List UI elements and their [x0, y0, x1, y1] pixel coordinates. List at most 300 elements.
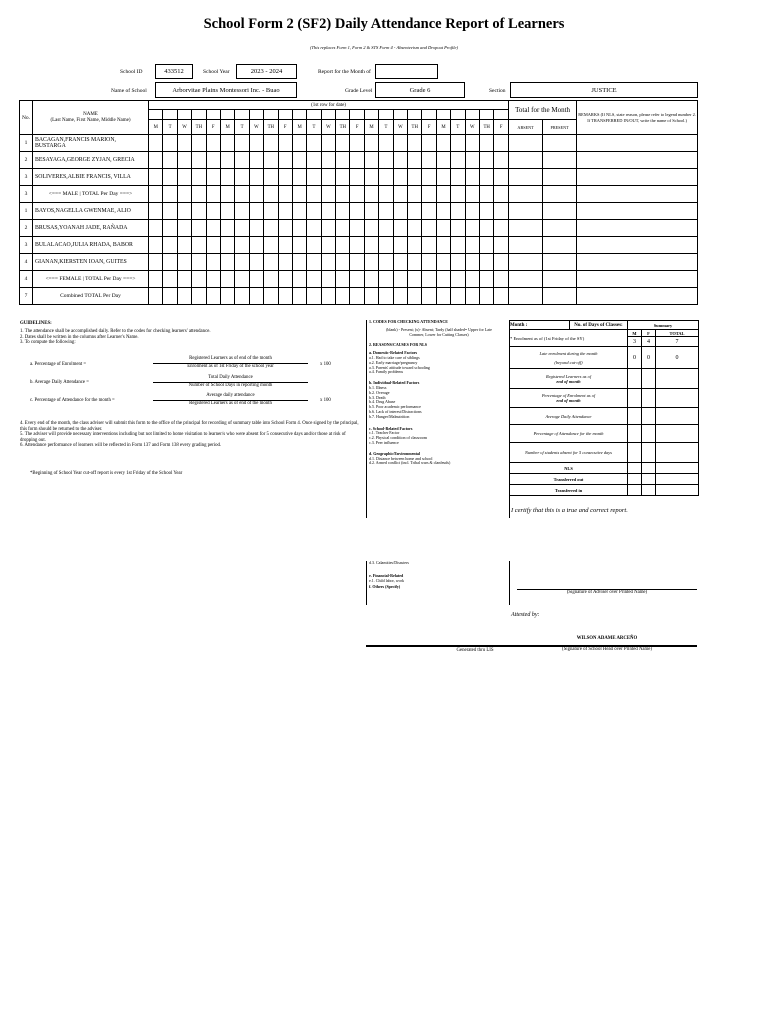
attendance-cell[interactable]	[436, 152, 450, 169]
attendance-cell[interactable]	[451, 237, 465, 254]
attendance-cell[interactable]	[379, 237, 393, 254]
attendance-cell[interactable]	[465, 203, 479, 220]
attendance-cell[interactable]	[292, 186, 306, 203]
attendance-cell[interactable]	[336, 152, 350, 169]
attendance-cell[interactable]	[321, 135, 335, 152]
attendance-cell[interactable]	[479, 220, 493, 237]
attendance-cell[interactable]	[149, 220, 163, 237]
attendance-cell[interactable]	[163, 135, 177, 152]
attendance-cell[interactable]	[436, 271, 450, 288]
attendance-cell[interactable]	[479, 203, 493, 220]
attendance-cell[interactable]	[149, 288, 163, 305]
attendance-cell[interactable]	[321, 237, 335, 254]
attendance-cell[interactable]	[494, 169, 509, 186]
attendance-cell[interactable]	[364, 186, 378, 203]
attendance-cell[interactable]	[177, 186, 191, 203]
attendance-cell[interactable]	[177, 152, 191, 169]
attendance-cell[interactable]	[494, 271, 509, 288]
attendance-cell[interactable]	[192, 237, 206, 254]
attendance-cell[interactable]	[436, 169, 450, 186]
absent-cell[interactable]	[509, 203, 543, 220]
attendance-cell[interactable]	[436, 220, 450, 237]
attendance-cell[interactable]	[249, 220, 263, 237]
attendance-cell[interactable]	[494, 220, 509, 237]
attendance-cell[interactable]	[494, 152, 509, 169]
attendance-cell[interactable]	[278, 186, 292, 203]
attendance-cell[interactable]	[408, 186, 422, 203]
attendance-cell[interactable]	[192, 152, 206, 169]
attendance-cell[interactable]	[465, 237, 479, 254]
attendance-cell[interactable]	[422, 288, 436, 305]
attendance-cell[interactable]	[249, 203, 263, 220]
date-cell[interactable]	[149, 110, 163, 120]
attendance-cell[interactable]	[336, 237, 350, 254]
attendance-cell[interactable]	[350, 203, 364, 220]
attendance-cell[interactable]	[494, 203, 509, 220]
attendance-cell[interactable]	[206, 135, 220, 152]
attendance-cell[interactable]	[307, 220, 321, 237]
attendance-cell[interactable]	[278, 152, 292, 169]
attendance-cell[interactable]	[393, 203, 407, 220]
date-cell[interactable]	[350, 110, 364, 120]
attendance-cell[interactable]	[451, 271, 465, 288]
absent-cell[interactable]	[509, 288, 543, 305]
date-cell[interactable]	[436, 110, 450, 120]
attendance-cell[interactable]	[321, 169, 335, 186]
attendance-cell[interactable]	[479, 271, 493, 288]
attendance-cell[interactable]	[436, 237, 450, 254]
attendance-cell[interactable]	[177, 220, 191, 237]
attendance-cell[interactable]	[465, 288, 479, 305]
attendance-cell[interactable]	[451, 220, 465, 237]
absent-cell[interactable]	[509, 271, 543, 288]
attendance-cell[interactable]	[220, 203, 234, 220]
present-cell[interactable]	[543, 220, 577, 237]
attendance-cell[interactable]	[465, 152, 479, 169]
attendance-cell[interactable]	[321, 288, 335, 305]
attendance-cell[interactable]	[451, 169, 465, 186]
attendance-cell[interactable]	[249, 152, 263, 169]
attendance-cell[interactable]	[264, 271, 278, 288]
date-cell[interactable]	[249, 110, 263, 120]
attendance-cell[interactable]	[336, 288, 350, 305]
date-cell[interactable]	[465, 110, 479, 120]
attendance-cell[interactable]	[436, 135, 450, 152]
remarks-cell[interactable]	[577, 271, 698, 288]
attendance-cell[interactable]	[336, 203, 350, 220]
attendance-cell[interactable]	[264, 135, 278, 152]
attendance-cell[interactable]	[336, 135, 350, 152]
attendance-cell[interactable]	[379, 271, 393, 288]
date-cell[interactable]	[364, 110, 378, 120]
date-cell[interactable]	[307, 110, 321, 120]
attendance-cell[interactable]	[220, 237, 234, 254]
attendance-cell[interactable]	[192, 186, 206, 203]
attendance-cell[interactable]	[307, 288, 321, 305]
attendance-cell[interactable]	[307, 271, 321, 288]
attendance-cell[interactable]	[436, 203, 450, 220]
absent-cell[interactable]	[509, 220, 543, 237]
attendance-cell[interactable]	[192, 220, 206, 237]
attendance-cell[interactable]	[336, 271, 350, 288]
absent-cell[interactable]	[509, 254, 543, 271]
attendance-cell[interactable]	[393, 271, 407, 288]
date-cell[interactable]	[278, 110, 292, 120]
attendance-cell[interactable]	[321, 271, 335, 288]
attendance-cell[interactable]	[206, 271, 220, 288]
attendance-cell[interactable]	[163, 254, 177, 271]
remarks-cell[interactable]	[577, 288, 698, 305]
attendance-cell[interactable]	[393, 135, 407, 152]
attendance-cell[interactable]	[364, 152, 378, 169]
attendance-cell[interactable]	[206, 237, 220, 254]
attendance-cell[interactable]	[235, 135, 249, 152]
attendance-cell[interactable]	[465, 186, 479, 203]
attendance-cell[interactable]	[249, 135, 263, 152]
attendance-cell[interactable]	[264, 254, 278, 271]
attendance-cell[interactable]	[220, 186, 234, 203]
attendance-cell[interactable]	[379, 152, 393, 169]
date-cell[interactable]	[235, 110, 249, 120]
attendance-cell[interactable]	[278, 288, 292, 305]
attendance-cell[interactable]	[408, 271, 422, 288]
attendance-cell[interactable]	[292, 288, 306, 305]
date-cell[interactable]	[494, 110, 509, 120]
attendance-cell[interactable]	[364, 220, 378, 237]
section-field[interactable]: JUSTICE	[510, 82, 698, 98]
attendance-cell[interactable]	[149, 186, 163, 203]
present-cell[interactable]	[543, 152, 577, 169]
remarks-cell[interactable]	[577, 220, 698, 237]
attendance-cell[interactable]	[292, 271, 306, 288]
school-year-field[interactable]: 2023 - 2024	[236, 64, 297, 79]
date-cell[interactable]	[192, 110, 206, 120]
attendance-cell[interactable]	[206, 152, 220, 169]
attendance-cell[interactable]	[465, 169, 479, 186]
attendance-cell[interactable]	[393, 169, 407, 186]
attendance-cell[interactable]	[350, 254, 364, 271]
attendance-cell[interactable]	[494, 288, 509, 305]
absent-cell[interactable]	[509, 237, 543, 254]
attendance-cell[interactable]	[393, 288, 407, 305]
attendance-cell[interactable]	[235, 186, 249, 203]
attendance-cell[interactable]	[307, 254, 321, 271]
attendance-cell[interactable]	[336, 220, 350, 237]
attendance-cell[interactable]	[321, 220, 335, 237]
attendance-cell[interactable]	[494, 186, 509, 203]
attendance-cell[interactable]	[177, 169, 191, 186]
attendance-cell[interactable]	[350, 169, 364, 186]
attendance-cell[interactable]	[292, 169, 306, 186]
date-cell[interactable]	[177, 110, 191, 120]
attendance-cell[interactable]	[177, 135, 191, 152]
attendance-cell[interactable]	[422, 254, 436, 271]
grade-level-field[interactable]: Grade 6	[375, 82, 465, 98]
attendance-cell[interactable]	[408, 135, 422, 152]
attendance-cell[interactable]	[364, 203, 378, 220]
attendance-cell[interactable]	[408, 169, 422, 186]
attendance-cell[interactable]	[163, 237, 177, 254]
date-cell[interactable]	[422, 110, 436, 120]
attendance-cell[interactable]	[192, 288, 206, 305]
attendance-cell[interactable]	[307, 237, 321, 254]
present-cell[interactable]	[543, 135, 577, 152]
attendance-cell[interactable]	[393, 254, 407, 271]
attendance-cell[interactable]	[163, 220, 177, 237]
present-cell[interactable]	[543, 237, 577, 254]
attendance-cell[interactable]	[479, 135, 493, 152]
present-cell[interactable]	[543, 203, 577, 220]
attendance-cell[interactable]	[235, 237, 249, 254]
attendance-cell[interactable]	[393, 152, 407, 169]
remarks-cell[interactable]	[577, 152, 698, 169]
attendance-cell[interactable]	[177, 271, 191, 288]
attendance-cell[interactable]	[379, 186, 393, 203]
attendance-cell[interactable]	[465, 254, 479, 271]
attendance-cell[interactable]	[206, 288, 220, 305]
school-name-field[interactable]: Arborvitae Plains Montessori Inc. - Buao	[155, 82, 297, 98]
attendance-cell[interactable]	[479, 254, 493, 271]
attendance-cell[interactable]	[249, 186, 263, 203]
attendance-cell[interactable]	[220, 220, 234, 237]
attendance-cell[interactable]	[422, 135, 436, 152]
date-cell[interactable]	[163, 110, 177, 120]
attendance-cell[interactable]	[220, 135, 234, 152]
attendance-cell[interactable]	[350, 237, 364, 254]
attendance-cell[interactable]	[364, 169, 378, 186]
attendance-cell[interactable]	[479, 237, 493, 254]
attendance-cell[interactable]	[364, 271, 378, 288]
attendance-cell[interactable]	[336, 186, 350, 203]
attendance-cell[interactable]	[307, 135, 321, 152]
attendance-cell[interactable]	[177, 288, 191, 305]
attendance-cell[interactable]	[149, 271, 163, 288]
attendance-cell[interactable]	[206, 186, 220, 203]
attendance-cell[interactable]	[235, 271, 249, 288]
attendance-cell[interactable]	[264, 220, 278, 237]
attendance-cell[interactable]	[307, 152, 321, 169]
attendance-cell[interactable]	[364, 237, 378, 254]
school-id-field[interactable]: 433512	[155, 64, 193, 79]
attendance-cell[interactable]	[220, 271, 234, 288]
attendance-cell[interactable]	[408, 237, 422, 254]
attendance-cell[interactable]	[364, 288, 378, 305]
attendance-cell[interactable]	[192, 254, 206, 271]
attendance-cell[interactable]	[235, 152, 249, 169]
attendance-cell[interactable]	[379, 254, 393, 271]
attendance-cell[interactable]	[422, 152, 436, 169]
remarks-cell[interactable]	[577, 237, 698, 254]
attendance-cell[interactable]	[451, 203, 465, 220]
attendance-cell[interactable]	[422, 220, 436, 237]
attendance-cell[interactable]	[163, 152, 177, 169]
attendance-cell[interactable]	[350, 152, 364, 169]
attendance-cell[interactable]	[321, 254, 335, 271]
attendance-cell[interactable]	[422, 186, 436, 203]
attendance-cell[interactable]	[163, 203, 177, 220]
present-cell[interactable]	[543, 169, 577, 186]
attendance-cell[interactable]	[177, 203, 191, 220]
present-cell[interactable]	[543, 288, 577, 305]
attendance-cell[interactable]	[206, 203, 220, 220]
attendance-cell[interactable]	[235, 254, 249, 271]
remarks-cell[interactable]	[577, 186, 698, 203]
attendance-cell[interactable]	[436, 254, 450, 271]
attendance-cell[interactable]	[192, 271, 206, 288]
attendance-cell[interactable]	[149, 152, 163, 169]
date-cell[interactable]	[292, 110, 306, 120]
attendance-cell[interactable]	[422, 203, 436, 220]
attendance-cell[interactable]	[321, 186, 335, 203]
attendance-cell[interactable]	[163, 288, 177, 305]
attendance-cell[interactable]	[408, 288, 422, 305]
attendance-cell[interactable]	[292, 220, 306, 237]
attendance-cell[interactable]	[220, 169, 234, 186]
attendance-cell[interactable]	[206, 169, 220, 186]
attendance-cell[interactable]	[206, 220, 220, 237]
attendance-cell[interactable]	[393, 186, 407, 203]
remarks-cell[interactable]	[577, 169, 698, 186]
attendance-cell[interactable]	[479, 169, 493, 186]
date-cell[interactable]	[336, 110, 350, 120]
attendance-cell[interactable]	[379, 203, 393, 220]
attendance-cell[interactable]	[192, 135, 206, 152]
absent-cell[interactable]	[509, 186, 543, 203]
attendance-cell[interactable]	[422, 169, 436, 186]
attendance-cell[interactable]	[494, 135, 509, 152]
attendance-cell[interactable]	[336, 254, 350, 271]
attendance-cell[interactable]	[336, 169, 350, 186]
attendance-cell[interactable]	[364, 254, 378, 271]
attendance-cell[interactable]	[177, 237, 191, 254]
attendance-cell[interactable]	[249, 169, 263, 186]
attendance-cell[interactable]	[292, 254, 306, 271]
absent-cell[interactable]	[509, 169, 543, 186]
remarks-cell[interactable]	[577, 203, 698, 220]
attendance-cell[interactable]	[479, 186, 493, 203]
date-cell[interactable]	[393, 110, 407, 120]
attendance-cell[interactable]	[278, 203, 292, 220]
attendance-cell[interactable]	[451, 186, 465, 203]
absent-cell[interactable]	[509, 152, 543, 169]
attendance-cell[interactable]	[408, 254, 422, 271]
present-cell[interactable]	[543, 254, 577, 271]
attendance-cell[interactable]	[436, 288, 450, 305]
date-cell[interactable]	[451, 110, 465, 120]
attendance-cell[interactable]	[307, 186, 321, 203]
attendance-cell[interactable]	[278, 169, 292, 186]
attendance-cell[interactable]	[292, 237, 306, 254]
attendance-cell[interactable]	[206, 254, 220, 271]
remarks-cell[interactable]	[577, 254, 698, 271]
attendance-cell[interactable]	[264, 203, 278, 220]
date-cell[interactable]	[379, 110, 393, 120]
attendance-cell[interactable]	[350, 220, 364, 237]
attendance-cell[interactable]	[220, 254, 234, 271]
attendance-cell[interactable]	[422, 271, 436, 288]
attendance-cell[interactable]	[163, 271, 177, 288]
attendance-cell[interactable]	[393, 220, 407, 237]
date-cell[interactable]	[479, 110, 493, 120]
attendance-cell[interactable]	[422, 237, 436, 254]
remarks-cell[interactable]	[577, 135, 698, 152]
attendance-cell[interactable]	[307, 169, 321, 186]
attendance-cell[interactable]	[192, 203, 206, 220]
attendance-cell[interactable]	[408, 152, 422, 169]
attendance-cell[interactable]	[393, 237, 407, 254]
attendance-cell[interactable]	[235, 169, 249, 186]
attendance-cell[interactable]	[350, 288, 364, 305]
attendance-cell[interactable]	[278, 254, 292, 271]
attendance-cell[interactable]	[278, 271, 292, 288]
attendance-cell[interactable]	[465, 271, 479, 288]
attendance-cell[interactable]	[149, 254, 163, 271]
attendance-cell[interactable]	[235, 220, 249, 237]
attendance-cell[interactable]	[149, 203, 163, 220]
attendance-cell[interactable]	[494, 254, 509, 271]
attendance-cell[interactable]	[479, 152, 493, 169]
attendance-cell[interactable]	[278, 220, 292, 237]
attendance-cell[interactable]	[249, 237, 263, 254]
attendance-cell[interactable]	[379, 220, 393, 237]
attendance-cell[interactable]	[220, 152, 234, 169]
attendance-cell[interactable]	[220, 288, 234, 305]
attendance-cell[interactable]	[192, 169, 206, 186]
attendance-cell[interactable]	[292, 152, 306, 169]
date-cell[interactable]	[206, 110, 220, 120]
attendance-cell[interactable]	[278, 237, 292, 254]
date-cell[interactable]	[408, 110, 422, 120]
attendance-cell[interactable]	[249, 288, 263, 305]
date-cell[interactable]	[220, 110, 234, 120]
attendance-cell[interactable]	[235, 203, 249, 220]
attendance-cell[interactable]	[249, 254, 263, 271]
attendance-cell[interactable]	[292, 135, 306, 152]
attendance-cell[interactable]	[451, 288, 465, 305]
attendance-cell[interactable]	[379, 288, 393, 305]
attendance-cell[interactable]	[149, 135, 163, 152]
attendance-cell[interactable]	[408, 220, 422, 237]
date-cell[interactable]	[264, 110, 278, 120]
attendance-cell[interactable]	[307, 203, 321, 220]
attendance-cell[interactable]	[364, 135, 378, 152]
attendance-cell[interactable]	[163, 169, 177, 186]
report-month-field[interactable]	[375, 64, 438, 79]
attendance-cell[interactable]	[451, 254, 465, 271]
attendance-cell[interactable]	[408, 203, 422, 220]
attendance-cell[interactable]	[149, 237, 163, 254]
attendance-cell[interactable]	[177, 254, 191, 271]
attendance-cell[interactable]	[321, 152, 335, 169]
attendance-cell[interactable]	[350, 186, 364, 203]
date-cell[interactable]	[321, 110, 335, 120]
attendance-cell[interactable]	[350, 135, 364, 152]
attendance-cell[interactable]	[278, 135, 292, 152]
attendance-cell[interactable]	[264, 152, 278, 169]
attendance-cell[interactable]	[163, 186, 177, 203]
attendance-cell[interactable]	[479, 288, 493, 305]
present-cell[interactable]	[543, 186, 577, 203]
attendance-cell[interactable]	[264, 288, 278, 305]
attendance-cell[interactable]	[149, 169, 163, 186]
attendance-cell[interactable]	[264, 169, 278, 186]
attendance-cell[interactable]	[249, 271, 263, 288]
attendance-cell[interactable]	[379, 169, 393, 186]
attendance-cell[interactable]	[292, 203, 306, 220]
attendance-cell[interactable]	[321, 203, 335, 220]
present-cell[interactable]	[543, 271, 577, 288]
attendance-cell[interactable]	[350, 271, 364, 288]
